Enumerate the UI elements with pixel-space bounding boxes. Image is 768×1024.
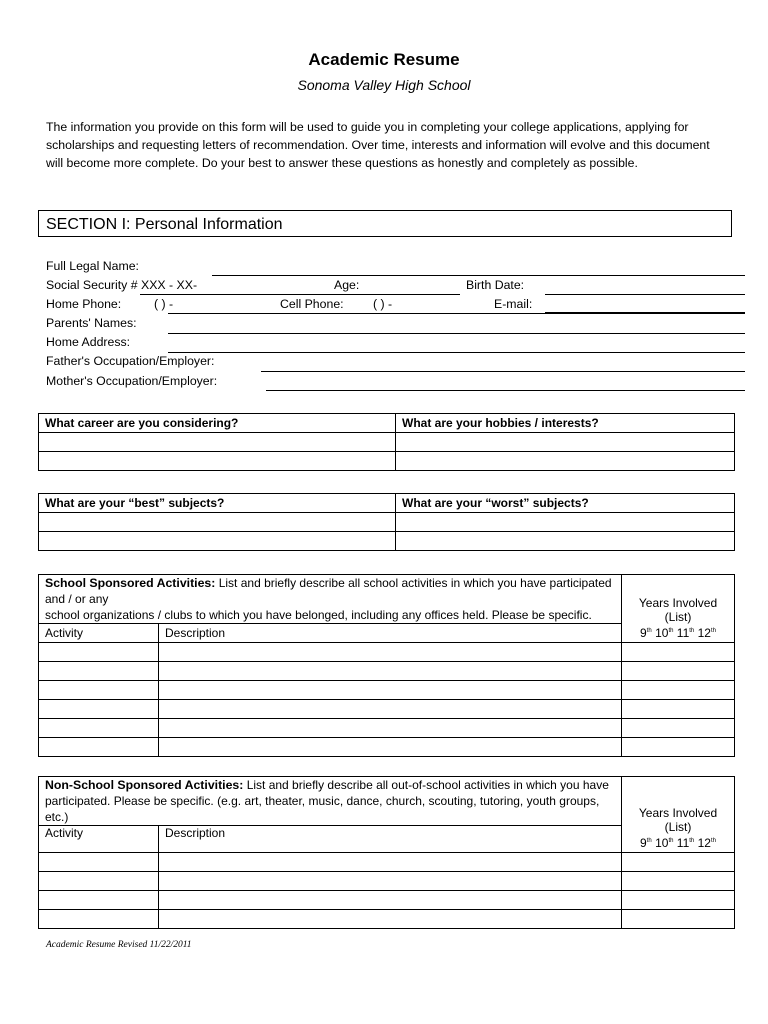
non-school-activity-cell[interactable] [39, 853, 159, 872]
section-1-header: SECTION I: Personal Information [38, 210, 732, 237]
cell-phone-label: Cell Phone: [280, 297, 344, 311]
school-activity-cell[interactable] [39, 719, 159, 738]
th: th [646, 628, 652, 634]
hobbies-answer-2[interactable] [396, 452, 735, 471]
school-years-cell[interactable] [622, 681, 735, 700]
age-label: Age: [334, 278, 360, 292]
subjects-table [38, 493, 735, 551]
th: th [710, 628, 716, 634]
activity-column-header: Activity [39, 624, 159, 643]
career-answer-2[interactable] [39, 452, 396, 471]
school-description-cell[interactable] [159, 719, 622, 738]
school-years-header [622, 575, 735, 643]
grade-9: 9 [640, 836, 647, 850]
non-school-years-cell[interactable] [622, 910, 735, 929]
th: th [689, 838, 695, 844]
school-years-cell[interactable] [622, 700, 735, 719]
school-activities-heading: School Sponsored Activities: [45, 576, 216, 590]
non-school-years-header [622, 777, 735, 853]
footer-revision: Academic Resume Revised 11/22/2011 [46, 940, 192, 950]
home-phone-field[interactable] [140, 294, 460, 295]
th: th [646, 838, 652, 844]
grade-9: 9 [640, 626, 647, 640]
non-school-years-cell[interactable] [622, 853, 735, 872]
school-years-cell[interactable] [622, 643, 735, 662]
father-occupation-field[interactable] [261, 371, 745, 372]
father-occupation-label: Father's Occupation/Employer: [46, 354, 215, 368]
career-hobbies-table [38, 413, 735, 471]
school-activities-desc-1: List and briefly describe all school activities in which you have participated and / or any [45, 576, 612, 606]
description-column-header: Description [159, 624, 622, 643]
page-subtitle: Sonoma Valley High School [297, 77, 471, 93]
mother-occupation-field[interactable] [266, 390, 745, 391]
th: th [710, 838, 716, 844]
home-address-label: Home Address: [46, 335, 131, 349]
social-security-label: Social Security # XXX - XX- [46, 278, 198, 292]
birth-date-field[interactable] [545, 294, 745, 295]
worst-subjects-question: What are your “worst” subjects? [396, 494, 735, 513]
home-phone-format: ( ) - [154, 297, 174, 311]
th: th [668, 628, 674, 634]
school-activity-cell[interactable] [39, 681, 159, 700]
non-school-activity-cell[interactable] [39, 872, 159, 891]
hobbies-question: What are your hobbies / interests? [396, 414, 735, 433]
school-activity-cell[interactable] [39, 643, 159, 662]
grade-12: 12 [697, 626, 711, 640]
school-years-label: Years Involved (List) [638, 596, 718, 624]
career-question: What career are you considering? [39, 414, 396, 433]
th: th [689, 628, 695, 634]
grade-12: 12 [697, 836, 711, 850]
best-subjects-answer-1[interactable] [39, 513, 396, 532]
school-activity-cell[interactable] [39, 662, 159, 681]
social-security-field[interactable] [212, 275, 745, 276]
email-label: E-mail: [494, 297, 533, 311]
school-activities-desc-2: school organizations / clubs to which you have belonged, including any offices held. Please be specific. [45, 608, 592, 622]
intro-paragraph: The information you provide on this form will be used to guide you in completing your college applications, applying for scholarships and requesting letters of recommendation. Over time, interests and information will evolve and this document will become more complete. Do your best to answer these questions as honestly and completely as possible. [46, 120, 710, 170]
activity-column-header: Activity [39, 826, 159, 853]
mother-occupation-label: Mother's Occupation/Employer: [46, 374, 218, 388]
school-years-cell[interactable] [622, 662, 735, 681]
school-activity-cell[interactable] [39, 700, 159, 719]
school-years-cell[interactable] [622, 719, 735, 738]
birth-date-label: Birth Date: [466, 278, 525, 292]
grade-11: 11 [676, 836, 690, 850]
best-subjects-answer-2[interactable] [39, 532, 396, 551]
non-school-activities-desc-2: participated. Please be specific. (e.g. art, theater, music, dance, church, scouting, tutoring, youth groups, etc.) [45, 794, 600, 824]
non-school-years-cell[interactable] [622, 891, 735, 910]
grade-11: 11 [676, 626, 690, 640]
school-description-cell[interactable] [159, 643, 622, 662]
non-school-years-label: Years Involved (List) [638, 806, 718, 834]
grade-10: 10 [655, 836, 669, 850]
school-activities-table [38, 574, 735, 757]
non-school-description-cell[interactable] [159, 872, 622, 891]
school-description-cell[interactable] [159, 700, 622, 719]
parents-names-field[interactable] [168, 313, 745, 314]
full-legal-name-label: Full Legal Name: [46, 259, 139, 273]
non-school-activities-table [38, 776, 735, 929]
non-school-description-cell[interactable] [159, 853, 622, 872]
non-school-activity-cell[interactable] [39, 891, 159, 910]
non-school-years-cell[interactable] [622, 872, 735, 891]
grade-10: 10 [655, 626, 669, 640]
home-address-field-1[interactable] [168, 333, 745, 334]
cell-phone-format: ( ) - [373, 297, 393, 311]
school-activity-cell[interactable] [39, 738, 159, 757]
page-title: Academic Resume [308, 50, 460, 69]
worst-subjects-answer-2[interactable] [396, 532, 735, 551]
school-description-cell[interactable] [159, 738, 622, 757]
parents-names-label: Parents' Names: [46, 316, 137, 330]
school-description-cell[interactable] [159, 681, 622, 700]
worst-subjects-answer-1[interactable] [396, 513, 735, 532]
non-school-description-cell[interactable] [159, 891, 622, 910]
hobbies-answer-1[interactable] [396, 433, 735, 452]
home-address-field-2[interactable] [168, 352, 745, 353]
non-school-activities-heading: Non-School Sponsored Activities: [45, 778, 244, 792]
non-school-activities-desc-1: List and briefly describe all out-of-school activities in which you have [243, 778, 609, 792]
non-school-description-cell[interactable] [159, 910, 622, 929]
home-phone-label: Home Phone: [46, 297, 122, 311]
non-school-activity-cell[interactable] [39, 910, 159, 929]
best-subjects-question: What are your “best” subjects? [39, 494, 396, 513]
non-school-activities-header [39, 777, 622, 826]
school-activities-header [39, 575, 622, 624]
school-description-cell[interactable] [159, 662, 622, 681]
description-column-header: Description [159, 826, 622, 853]
school-years-cell[interactable] [622, 738, 735, 757]
career-answer-1[interactable] [39, 433, 396, 452]
th: th [668, 838, 674, 844]
